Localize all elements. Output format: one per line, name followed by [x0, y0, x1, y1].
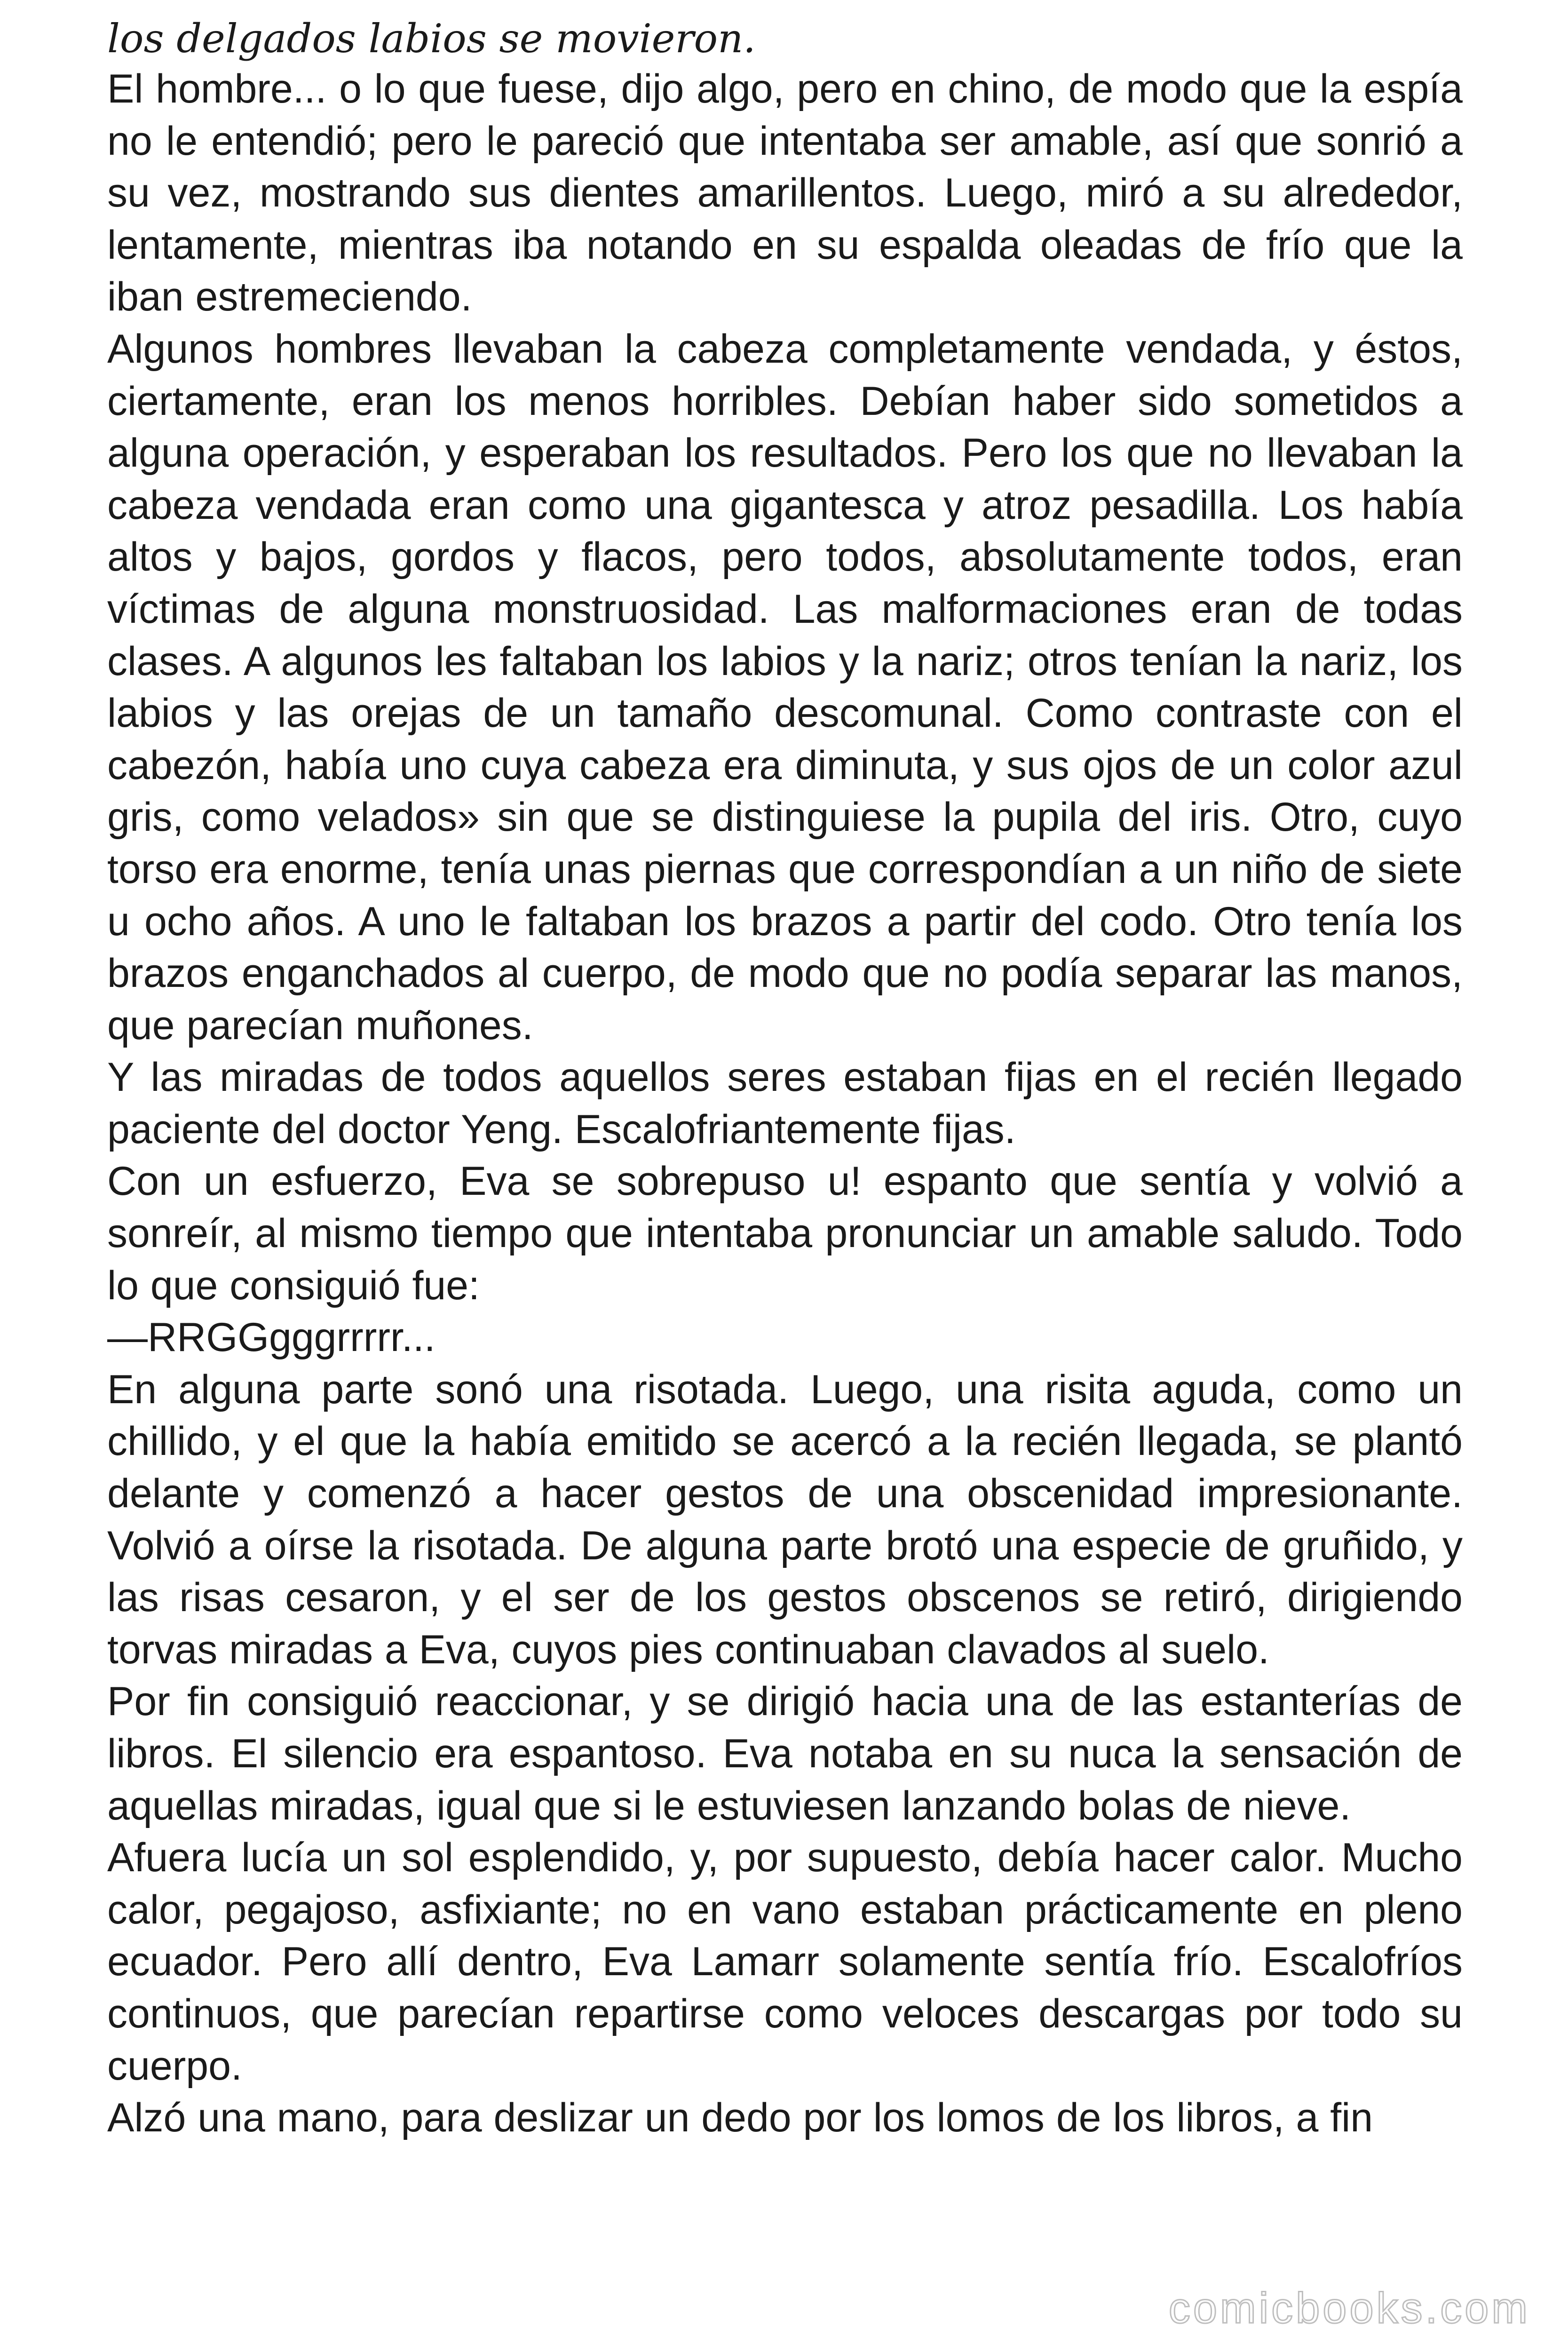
paragraph: Afuera lucía un sol esplendido, y, por supuesto, debía hacer calor. Mucho calor, pegajoso, asfixiante; no en vano estaban prácticamente en pleno ecuador. Pero allí dentro, Eva Lamarr solamente sentía frío. Escalofríos continuos, que parecían repartirse como veloces descargas por todo su cuerpo.: [107, 1835, 1463, 2089]
paragraph: El hombre... o lo que fuese, dijo algo, pero en chino, de modo que la espía no le entendió; pero le pareció que intentaba ser amable, así que sonrió a su vez, mostrando sus dientes amarillentos. Luego, miró a su alrededor, lentamente, mientras iba notando en su espalda oleadas de frío que la iban estremeciendo.: [107, 66, 1463, 320]
paragraph: En alguna parte sonó una risotada. Luego, una risita aguda, como un chillido, y el que la había emitido se acercó a la recién llegada, se plantó delante y comenzó a hacer gestos de una obscenidad impresionante. Volvió a oírse la risotada. De alguna parte brotó una especie de gruñido, y las risas cesaron, y el ser de los gestos obscenos se retiró, dirigiendo torvas miradas a Eva, cuyos pies continuaban clavados al suelo.: [107, 1367, 1463, 1672]
paragraph: Con un esfuerzo, Eva se sobrepuso u! espanto que sentía y volvió a sonreír, al mismo tiempo que intentaba pronunciar un amable saludo. Todo lo que consiguió fue:: [107, 1159, 1463, 1308]
lead-line: los delgados labios se movieron.: [107, 16, 756, 62]
paragraph: Algunos hombres llevaban la cabeza completamente vendada, y éstos, ciertamente, eran los menos horribles. Debían haber sido sometidos a alguna operación, y esperaban los resultados. Pero los que no llevaban la cabeza vendada eran como una gigantesca y atroz pesadilla. Los había altos y bajos, gordos y flacos, pero todos, absolutamente todos, eran víctimas de alguna monstruosidad. Las malformaciones eran de todas clases. A algunos les faltaban los labios y la nariz; otros tenían la nariz, los labios y las orejas de un tamaño descomunal. Como contraste con el cabezón, había uno cuya cabeza era diminuta, y sus ojos de un color azul gris, como velados» sin que se distinguiese la pupila del iris. Otro, cuyo torso era enorme, tenía unas piernas que correspondían a un niño de siete u ocho años. A uno le faltaban los brazos a partir del codo. Otro tenía los brazos enganchados al cuerpo, de modo que no podía separar las manos, que parecían muñones.: [107, 326, 1463, 1048]
page-text: [107, 14, 1463, 2144]
paragraph: Alzó una mano, para deslizar un dedo por los lomos de los libros, a fin: [107, 2095, 1373, 2141]
paragraph: —RRGGgggrrrrr...: [107, 1315, 436, 1360]
paragraph: Por fin consiguió reaccionar, y se dirigió hacia una de las estanterías de libros. El silencio era espantoso. Eva notaba en su nuca la sensación de aquellas miradas, igual que si le estuviesen lanzando bolas de nieve.: [107, 1679, 1463, 1828]
watermark: comicbooks.com: [1168, 2284, 1530, 2332]
paragraph: Y las miradas de todos aquellos seres estaban fijas en el recién llegado paciente del doctor Yeng. Escalofriantemente fijas.: [107, 1055, 1463, 1152]
